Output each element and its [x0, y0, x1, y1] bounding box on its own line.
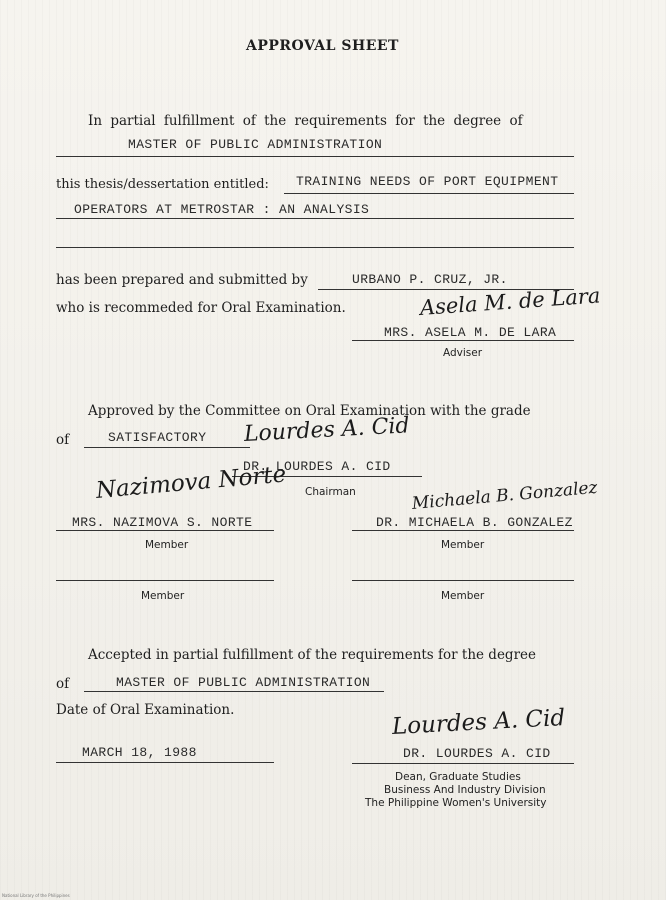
thesis-title-line2: OPERATORS AT METROSTAR : AN ANALYSIS: [74, 202, 370, 217]
rule-grade: [84, 447, 250, 448]
dean-name: DR. LOURDES A. CID: [403, 746, 551, 761]
rule-member1: [56, 530, 274, 531]
member2-name: DR. MICHAELA B. GONZALEZ: [376, 515, 573, 530]
member4-role: Member: [441, 590, 485, 602]
rule-degree: [56, 156, 574, 157]
intro-degree: MASTER OF PUBLIC ADMINISTRATION: [128, 137, 383, 152]
member3-role: Member: [141, 590, 185, 602]
adviser-role: Adviser: [443, 347, 483, 359]
dean-signature: Lourdes A. Cid: [391, 704, 566, 740]
oral-exam-date: MARCH 18, 1988: [82, 745, 197, 760]
member1-role: Member: [145, 539, 189, 551]
accepted-degree: MASTER OF PUBLIC ADMINISTRATION: [116, 675, 371, 690]
chairman-signature: Lourdes A. Cid: [243, 413, 411, 447]
committee-text: Approved by the Committee on Oral Examination with the grade: [88, 403, 531, 419]
accepted-text: Accepted in partial fulfillment of the requirements for the degree: [88, 647, 537, 663]
chairman-name: DR. LOURDES A. CID: [243, 459, 391, 474]
rule-thesis-2: [56, 218, 574, 219]
rule-date: [56, 762, 274, 763]
recommended-text: who is recommeded for Oral Examination.: [56, 300, 346, 316]
member2-signature: Michaela B. Gonzalez: [411, 477, 599, 514]
thesis-label: this thesis/dessertation entitled:: [56, 177, 269, 192]
member1-signature: Nazimova Norte: [94, 461, 288, 504]
accepted-of-label: of: [56, 676, 70, 692]
author-name: URBANO P. CRUZ, JR.: [352, 272, 508, 287]
chairman-role: Chairman: [305, 486, 356, 498]
document-title: APPROVAL SHEET: [246, 38, 399, 54]
dean-title-line1: Dean, Graduate Studies: [395, 771, 521, 783]
member1-name: MRS. NAZIMOVA S. NORTE: [72, 515, 253, 530]
date-label: Date of Oral Examination.: [56, 702, 235, 718]
rule-thesis-3: [56, 247, 574, 248]
archive-footer: National Library of the Philippines: [2, 893, 70, 898]
rule-accepted-degree: [84, 691, 384, 692]
rule-thesis-1: [284, 193, 574, 194]
adviser-name: MRS. ASELA M. DE LARA: [384, 325, 557, 340]
rule-member3: [56, 580, 274, 581]
dean-title-line3: The Philippine Women's University: [365, 797, 547, 809]
rule-dean: [352, 763, 574, 764]
grade-value: SATISFACTORY: [108, 430, 207, 445]
member2-role: Member: [441, 539, 485, 551]
dean-title-line2: Business And Industry Division: [384, 784, 546, 796]
intro-text: In partial fulfillment of the requirements for the degree of: [88, 113, 523, 129]
thesis-title-line1: TRAINING NEEDS OF PORT EQUIPMENT: [296, 174, 559, 189]
grade-of-label: of: [56, 432, 70, 448]
rule-adviser: [352, 340, 574, 341]
adviser-signature: Asela M. de Lara: [419, 283, 602, 320]
prepared-label: has been prepared and submitted by: [56, 272, 308, 288]
rule-member4: [352, 580, 574, 581]
rule-member2: [352, 530, 574, 531]
